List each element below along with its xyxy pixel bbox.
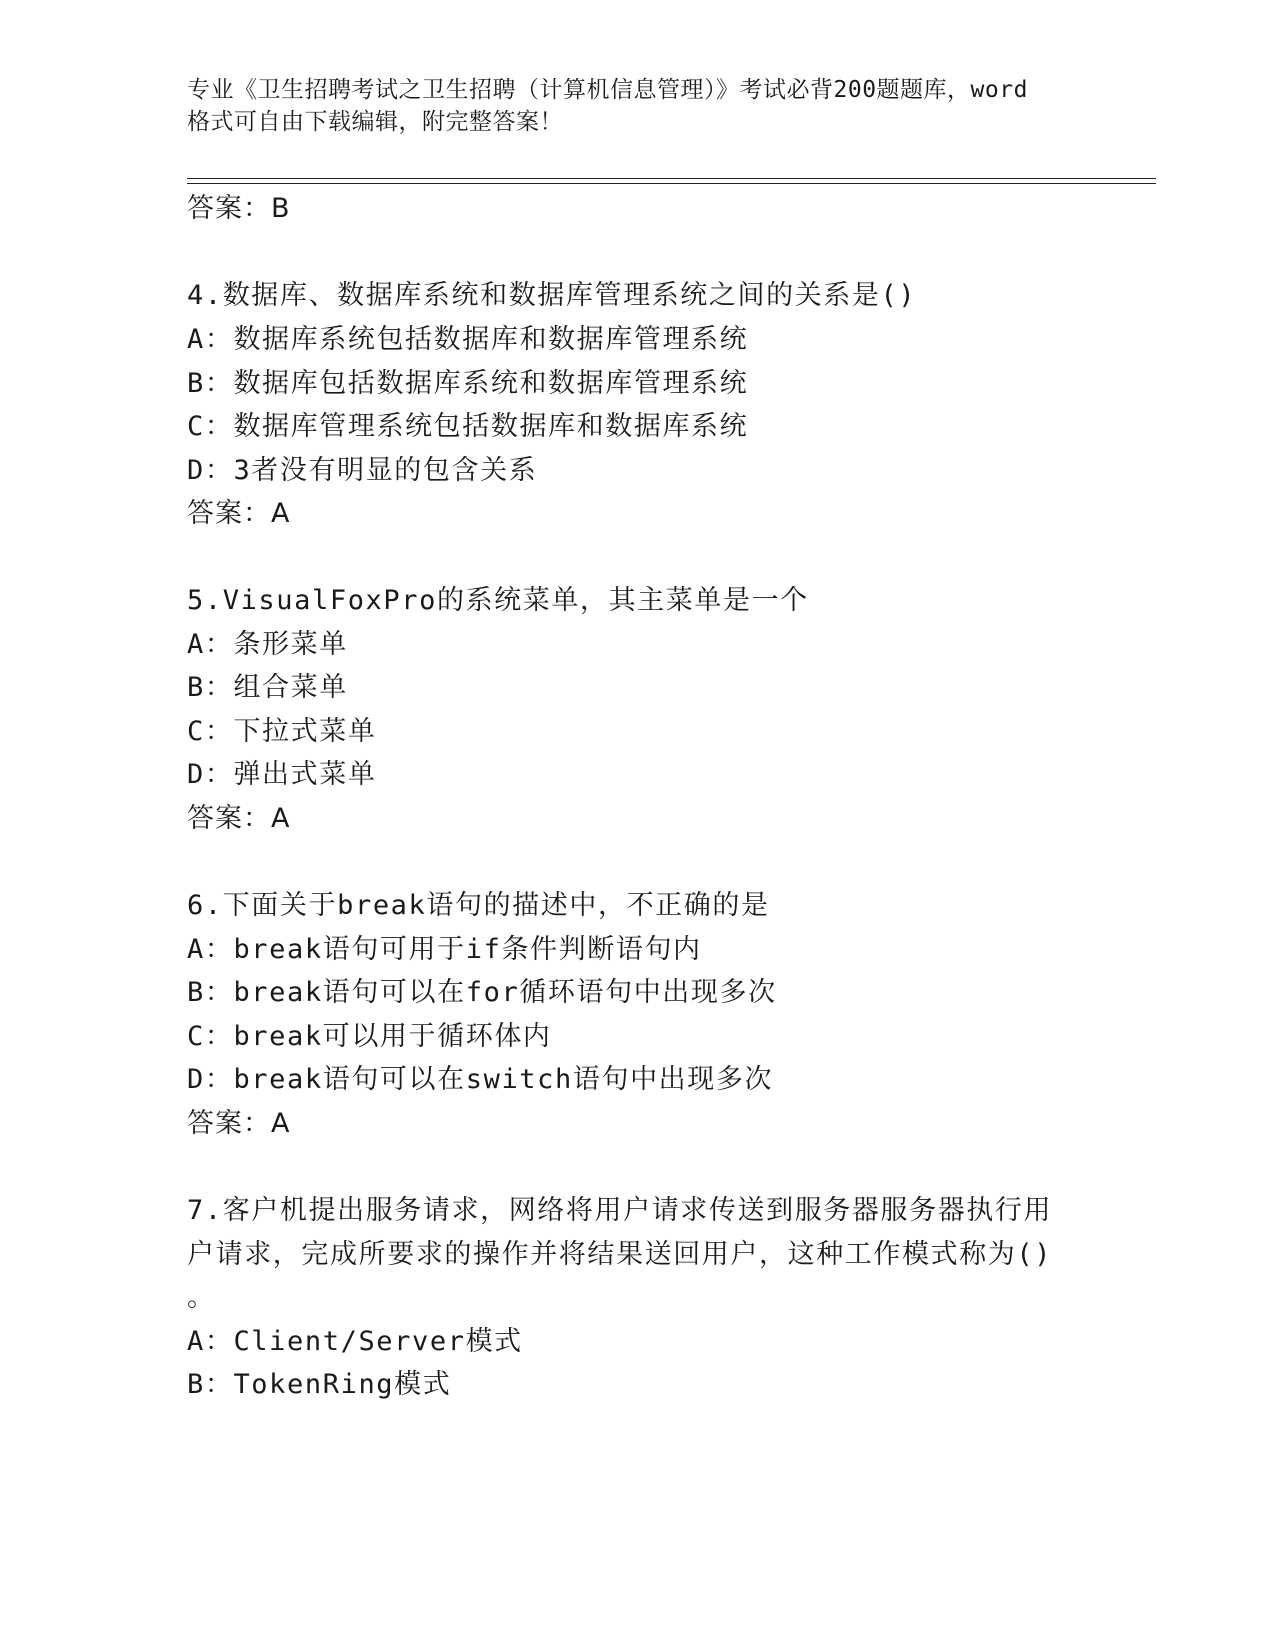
question-5-option-c: C：下拉式菜单 — [187, 716, 377, 747]
question-5-stem: 5.VisualFoxPro的系统菜单，其主菜单是一个 — [187, 585, 809, 616]
question-6-answer: 答案：A — [187, 1108, 291, 1139]
question-6-option-b: B：break语句可以在for循环语句中出现多次 — [187, 977, 777, 1008]
question-6-option-a: A：break语句可用于if条件判断语句内 — [187, 934, 702, 965]
header-line-1: 专业《卫生招聘考试之卫生招聘（计算机信息管理）》考试必背200题题库，word — [187, 77, 1028, 103]
header-divider-bottom — [187, 183, 1156, 184]
question-6-stem: 6.下面关于break语句的描述中，不正确的是 — [187, 890, 770, 921]
question-7-stem-line-1: 7.客户机提出服务请求，网络将用户请求传送到服务器服务器执行用 — [187, 1195, 1053, 1226]
header-divider-top — [187, 178, 1156, 179]
question-4-option-c: C：数据库管理系统包括数据库和数据库系统 — [187, 411, 749, 442]
question-4-stem: 4.数据库、数据库系统和数据库管理系统之间的关系是() — [187, 280, 917, 311]
question-6-option-c: C：break可以用于循环体内 — [187, 1021, 552, 1052]
question-7-option-b: B：TokenRing模式 — [187, 1369, 452, 1400]
question-5-answer: 答案：A — [187, 803, 291, 834]
header-line-2: 格式可自由下载编辑，附完整答案！ — [187, 109, 563, 135]
question-4-option-b: B：数据库包括数据库系统和数据库管理系统 — [187, 368, 749, 399]
question-4-option-d: D：3者没有明显的包含关系 — [187, 455, 538, 486]
question-5-option-b: B：组合菜单 — [187, 672, 348, 703]
question-4-option-a: A：数据库系统包括数据库和数据库管理系统 — [187, 324, 749, 355]
question-5-option-a: A：条形菜单 — [187, 629, 348, 660]
question-4-answer: 答案：A — [187, 498, 291, 529]
document-header — [187, 74, 1087, 138]
answer-previous: 答案：B — [187, 193, 291, 224]
question-7-option-a: A：Client/Server模式 — [187, 1326, 523, 1357]
question-5-option-d: D：弹出式菜单 — [187, 759, 377, 790]
question-6-option-d: D：break语句可以在switch语句中出现多次 — [187, 1064, 774, 1095]
question-7-stem-line-2: 户请求，完成所要求的操作并将结果送回用户，这种工作模式称为() — [187, 1239, 1053, 1270]
question-7-stem-line-3: 。 — [187, 1282, 216, 1313]
